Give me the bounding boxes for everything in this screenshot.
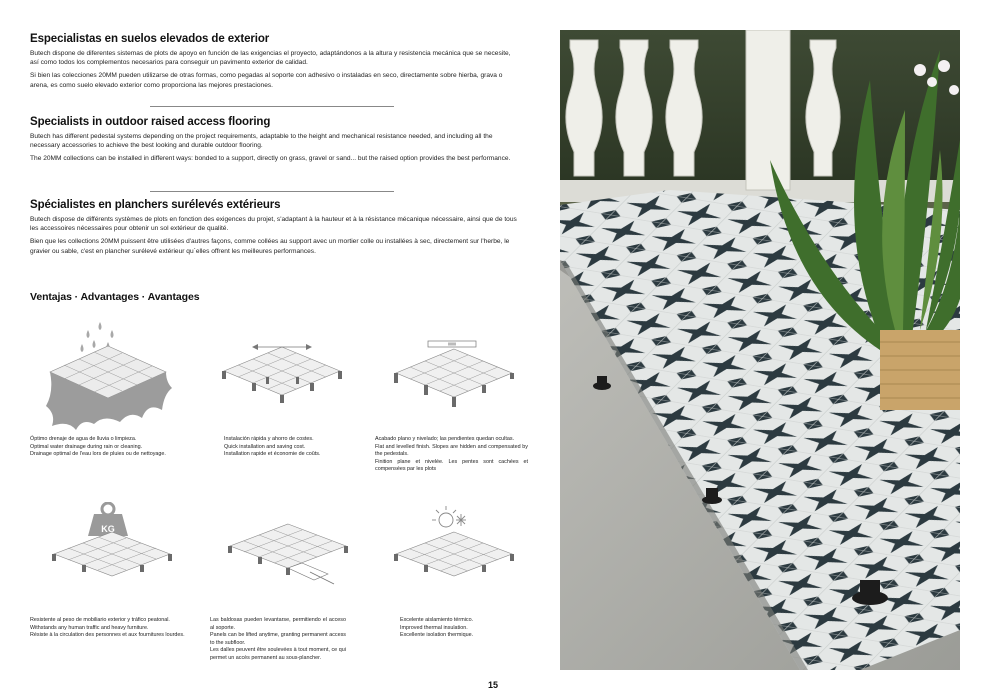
en-paragraph-2: The 20MM collections can be installed in different ways: bonded to a support, directly on grass, gravel or sand... but the raised option provides the best performance. — [30, 155, 511, 163]
tiled-terrace-illustration — [560, 30, 960, 670]
level-icon — [384, 335, 524, 410]
es-paragraph-1: Butech dispone de diferentes sistemas de plots de apoyo en función de las exigencias el proyecto, adaptándonos a la altura y resistencia mecánica que se necesite, así como todos los complementos necesarios para conseguir un pavimento exterior de calidad. — [30, 50, 511, 67]
caption-thermal: Excelente aislamiento térmico. Improved thermal insulation. Excellente isolation thermique. — [400, 617, 474, 639]
divider-2 — [150, 191, 394, 192]
section-es — [30, 33, 518, 90]
page-number: 15 — [488, 680, 499, 690]
section-en — [30, 116, 518, 164]
fr-paragraph-1: Butech dispose de différents systèmes de plots en fonction des exigences du projet, s'adaptant à la hauteur et à la résistance mécanique nécessaire, ainsi que de tous les accessoires nécessaires pour obtenir un sol extérieur de qualité. — [30, 216, 517, 233]
en-title: Specialists in outdoor raised access flooring — [30, 116, 271, 128]
divider-1 — [150, 106, 394, 107]
fr-paragraph-2: Bien que les collections 20MM puissent être utilisées d'autres façons, comme collées au support avec un mortier colle ou installées à sec, directement sur l'herbe, le gravier ou sable, c'est en plancher surélevé extérieur qu`elles offrent les meilleures performances. — [30, 238, 510, 255]
caption-drainage: Óptimo drenaje de agua de lluvia o limpieza. Optimal water drainage during rain or cleaning. Drainage optimal de l'eau lors de pluies ou de nettoyage. — [30, 436, 166, 458]
es-title: Especialistas en suelos elevados de exterior — [30, 33, 270, 45]
caption-lift-panel: Las baldosas pueden levantarse, permitiendo el acceso al soporte. Panels can be lifted anytime, granting permanent access to the subfloor. Les dalles peuvent être soulevées à tout moment, ce qui permet un accès permanent au sous-plancher. — [210, 617, 346, 661]
advantages-heading: Ventajas · Advantages · Avantages — [30, 291, 200, 303]
terrace-photo — [560, 30, 960, 670]
lift-panel-icon — [218, 516, 358, 586]
quick-install-icon — [212, 335, 352, 410]
en-paragraph-1: Butech has different pedestal systems depending on the project requirements, adaptable to the height and mechanical resistance needed, and including all the necessary accessories to achieve the best looking and durable outdoor flooring. — [30, 133, 493, 150]
caption-weight: Resistente al peso de mobiliario exterior y tráfico peatonal. Withstands any human traffic and heavy furniture. Résiste à la circulation des personnes et aux fournitures lourdes. — [30, 617, 185, 639]
caption-level: Acabado plano y nivelado; las pendientes quedan ocultas. Flat and levelled finish. Slopes are hidden and compensated by the pedestals. Finition plane et nivelée. Les pentes sont cachées et compensées par les plots — [375, 436, 528, 473]
es-paragraph-2: Si bien las colecciones 20MM pueden utilizarse de otras formas, como pegadas al soporte con adhesivo o instaladas en seco, directamente sobre hierba, grava o arena, es como suelo elevado exterior como proporciona las mejores prestaciones. — [30, 72, 503, 89]
water-drainage-icon — [38, 318, 178, 430]
section-fr — [30, 199, 518, 256]
fr-title: Spécialistes en planchers surélevés extérieurs — [30, 199, 281, 211]
caption-quick-install: Instalación rápida y ahorro de costes. Quick installation and saving cost. Installation rapide et économie de coûts. — [224, 436, 321, 458]
weight-kg-icon — [42, 502, 182, 582]
weight-label: KG — [101, 524, 115, 534]
thermal-insulation-icon — [384, 500, 524, 582]
